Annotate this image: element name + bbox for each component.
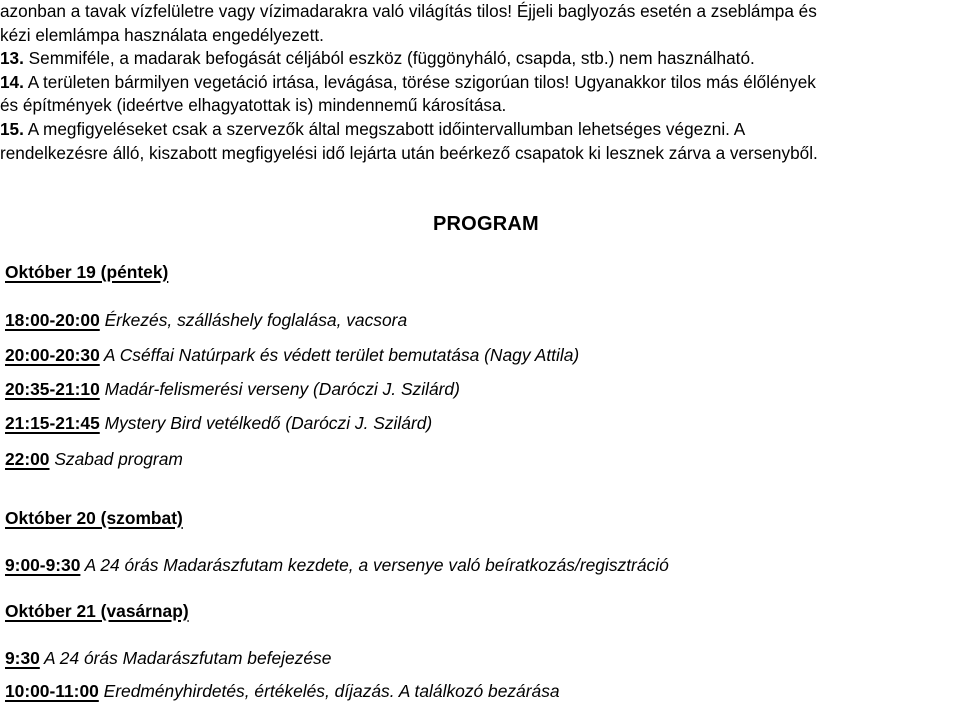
schedule-item: [5, 555, 669, 576]
schedule-item: [5, 413, 432, 434]
event-description: Mystery Bird vetélkedő (Daróczi J. Szilárd): [99, 413, 433, 433]
rule-text: A területen bármilyen vegetáció irtása, levágása, törése szigorúan tilos! Ugyanakkor tilos más élőlények: [23, 71, 816, 92]
event-time: 22:00: [5, 449, 50, 469]
rule-text: és építmények (ideértve elhagyatottak is) mindennemű károsítása.: [0, 95, 507, 116]
event-time: 9:30: [5, 648, 40, 668]
rule-line: [0, 24, 958, 48]
rule-line: [0, 94, 958, 118]
rule-text: Semmiféle, a madarak befogását céljából eszköz (függönyháló, csapda, stb.) nem használható.: [23, 48, 755, 69]
event-time: 10:00-11:00: [5, 681, 99, 701]
event-time: 18:00-20:00: [5, 310, 100, 330]
event-time: 21:15-21:45: [5, 413, 100, 433]
event-time: 20:00-20:30: [5, 345, 100, 365]
event-time: 9:00-9:30: [5, 555, 81, 575]
event-description: Madár-felismerési verseny (Daróczi J. Szilárd): [99, 379, 460, 399]
day-heading-sunday: Október 21 (vasárnap): [5, 601, 189, 621]
schedule-item: [5, 449, 183, 470]
day-heading-friday: Október 19 (péntek): [5, 262, 169, 282]
event-description: Eredményhirdetés, értékelés, díjazás. A találkozó bezárása: [98, 681, 560, 701]
rule-text: A megfigyeléseket csak a szervezők által megszabott időintervallumban lehetséges végezni. A: [23, 118, 746, 139]
program-title: PROGRAM: [433, 213, 539, 235]
rules-text-block: [0, 0, 958, 165]
rule-line: [0, 142, 958, 166]
schedule-item: [5, 310, 407, 331]
event-description: A Cséffai Natúrpark és védett terület bemutatása (Nagy Attila): [99, 345, 580, 365]
rule-line: [0, 0, 958, 24]
event-description: A 24 órás Madarászfutam kezdete, a versenye való beíratkozás/regisztráció: [80, 555, 669, 575]
schedule-item: [5, 345, 579, 366]
rule-text: kézi elemlámpa használata engedélyezett.: [0, 24, 324, 45]
rule-number: 15.: [0, 118, 24, 139]
schedule-item: [5, 681, 560, 702]
event-description: Érkezés, szálláshely foglalása, vacsora: [99, 310, 408, 330]
rule-14: [0, 71, 958, 95]
rule-text: rendelkezésre álló, kiszabott megfigyelési idő lejárta után beérkező csapatok ki lesznek zárva a versenyből.: [0, 142, 818, 163]
event-description: A 24 órás Madarászfutam befejezése: [39, 648, 332, 668]
schedule-item: [5, 648, 331, 669]
rule-number: 14.: [0, 71, 24, 92]
rule-text: azonban a tavak vízfelületre vagy vízimadarakra való világítás tilos! Éjjeli baglyozás esetén a zseblámpa és: [0, 1, 817, 21]
rule-number: 13.: [0, 48, 24, 69]
schedule-item: [5, 379, 460, 400]
day-heading-saturday: Október 20 (szombat): [5, 508, 183, 528]
rule-13: [0, 47, 958, 71]
event-time: 20:35-21:10: [5, 379, 100, 399]
rule-15: [0, 118, 958, 142]
event-description: Szabad program: [49, 449, 183, 469]
